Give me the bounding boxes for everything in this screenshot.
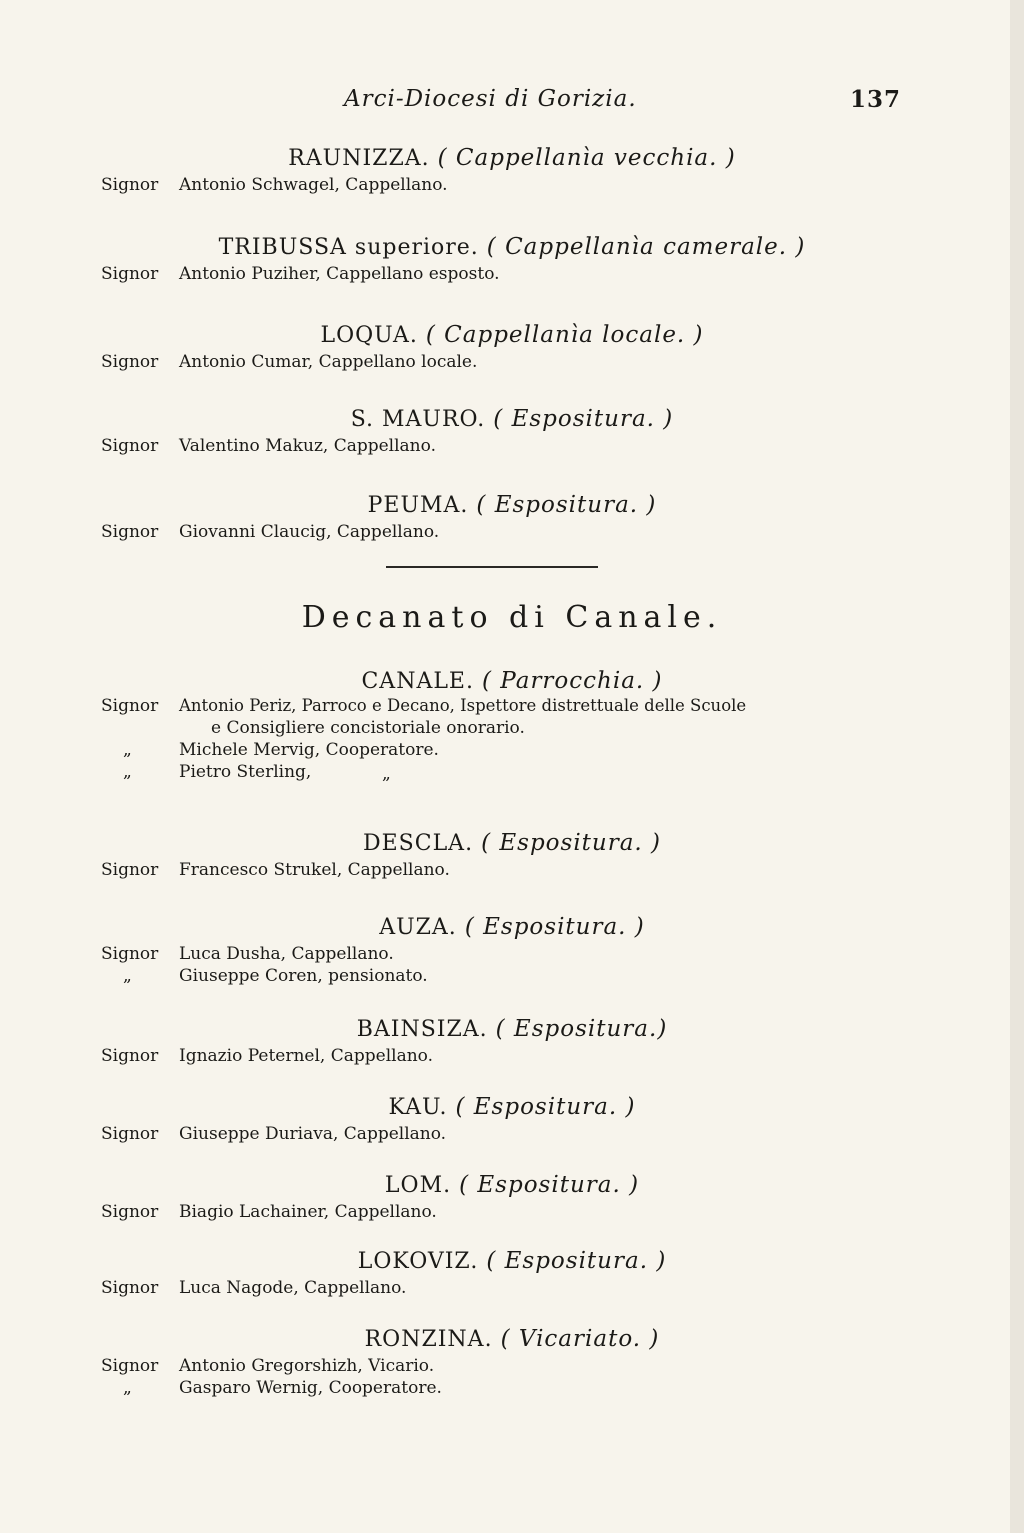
clergy-name: Valentino Makuz, Cappellano. — [179, 436, 436, 456]
ditto-mark: „ — [123, 740, 132, 760]
clergy-line — [0, 264, 1024, 286]
title-label: Signor — [101, 860, 159, 880]
clergy-name: Ignazio Peternel, Cappellano. — [179, 1046, 433, 1066]
place-name: PEUMA. — [367, 493, 469, 518]
clergy-line — [0, 352, 1024, 374]
benefice-type: ( Espositura. ) — [464, 914, 645, 940]
title-label: Signor — [101, 1202, 159, 1222]
entry-lokoviz — [0, 1248, 1024, 1300]
deanery-title: Decanato di Canale. — [301, 600, 723, 635]
place-name: LOQUA. — [320, 323, 418, 348]
entry-peuma — [0, 492, 1024, 544]
clergy-line — [0, 762, 1024, 784]
benefice-type: ( Cappellanìa camerale. ) — [486, 234, 806, 260]
benefice-type: ( Espositura. ) — [476, 492, 657, 518]
ditto-mark: „ — [123, 762, 132, 782]
entry-heading — [0, 234, 1024, 260]
benefice-type: ( Espositura. ) — [486, 1248, 667, 1274]
clergy-line — [0, 944, 1024, 966]
clergy-name: Luca Nagode, Cappellano. — [179, 1278, 407, 1298]
clergy-name-continued: e Consigliere concistoriale onorario. — [211, 718, 525, 738]
place-name: LOKOVIZ. — [357, 1249, 479, 1274]
benefice-type: ( Espositura.) — [495, 1016, 668, 1042]
place-name: DESCLA. — [362, 831, 474, 856]
clergy-name: Francesco Strukel, Cappellano. — [179, 860, 450, 880]
title-label: Signor — [101, 175, 159, 195]
entry-heading — [0, 914, 1024, 940]
entry-kau — [0, 1094, 1024, 1146]
clergy-name: Pietro Sterling, — [179, 762, 312, 782]
clergy-name: Giuseppe Coren, pensionato. — [179, 966, 428, 986]
entry-lom — [0, 1172, 1024, 1224]
clergy-line — [0, 1202, 1024, 1224]
clergy-line — [0, 1378, 1024, 1400]
title-label: Signor — [101, 264, 159, 284]
entry-heading — [0, 1326, 1024, 1352]
clergy-line — [0, 436, 1024, 458]
benefice-type: ( Espositura. ) — [481, 830, 662, 856]
entry-s-mauro — [0, 406, 1024, 458]
title-label: Signor — [101, 944, 159, 964]
ditto-mark: „ — [123, 1378, 132, 1398]
clergy-line — [0, 1278, 1024, 1300]
entry-heading — [0, 322, 1024, 348]
clergy-name: Giuseppe Duriava, Cappellano. — [179, 1124, 447, 1144]
title-label: Signor — [101, 352, 159, 372]
clergy-name: Antonio Gregorshizh, Vicario. — [179, 1356, 435, 1376]
clergy-line — [0, 860, 1024, 882]
section-divider — [386, 566, 598, 568]
clergy-name: Luca Dusha, Cappellano. — [179, 944, 394, 964]
place-name: RAUNIZZA. — [288, 146, 430, 171]
entry-loqua — [0, 322, 1024, 374]
entry-tribussa — [0, 234, 1024, 286]
title-label: Signor — [101, 436, 159, 456]
entry-heading — [0, 145, 1024, 171]
entry-bainsiza — [0, 1016, 1024, 1068]
place-qualifier: superiore. — [354, 235, 479, 260]
clergy-name: Giovanni Claucig, Cappellano. — [179, 522, 440, 542]
entry-auza — [0, 914, 1024, 988]
entry-raunizza — [0, 145, 1024, 197]
clergy-name: Antonio Cumar, Cappellano locale. — [179, 352, 478, 372]
place-name: BAINSIZA. — [356, 1017, 488, 1042]
title-label: Signor — [101, 1278, 159, 1298]
entry-heading — [0, 668, 1024, 694]
entry-heading — [0, 1172, 1024, 1198]
entry-heading — [0, 1248, 1024, 1274]
entry-heading — [0, 1016, 1024, 1042]
running-head — [0, 86, 1024, 116]
place-name: S. MAURO. — [350, 407, 486, 432]
title-label: Signor — [101, 1356, 159, 1376]
clergy-name: Biagio Lachainer, Cappellano. — [179, 1202, 437, 1222]
benefice-type: ( Espositura. ) — [493, 406, 674, 432]
clergy-line — [0, 1356, 1024, 1378]
place-name: CANALE. — [361, 669, 474, 694]
clergy-line — [0, 740, 1024, 762]
benefice-type: ( Espositura. ) — [455, 1094, 636, 1120]
entry-ronzina — [0, 1326, 1024, 1400]
title-label: Signor — [101, 696, 159, 716]
benefice-type: ( Espositura. ) — [459, 1172, 640, 1198]
benefice-type: ( Cappellanìa vecchia. ) — [437, 145, 736, 171]
entry-heading — [0, 830, 1024, 856]
place-name: AUZA. — [379, 915, 457, 940]
benefice-type: ( Parrocchia. ) — [482, 668, 663, 694]
title-label: Signor — [101, 1124, 159, 1144]
clergy-line — [0, 696, 1024, 718]
clergy-name: Gasparo Wernig, Cooperatore. — [179, 1378, 442, 1398]
ditto-mark-role: „ — [382, 764, 391, 784]
place-name: LOM. — [384, 1173, 452, 1198]
benefice-type: ( Vicariato. ) — [500, 1326, 660, 1352]
clergy-line-continuation — [0, 718, 1024, 740]
clergy-line — [0, 1124, 1024, 1146]
title-label: Signor — [101, 522, 159, 542]
clergy-line — [0, 1046, 1024, 1068]
entry-heading — [0, 406, 1024, 432]
clergy-name: Antonio Puziher, Cappellano esposto. — [179, 264, 500, 284]
clergy-line — [0, 966, 1024, 988]
entry-heading — [0, 1094, 1024, 1120]
running-title: Arci-Diocesi di Gorizia. — [344, 86, 637, 112]
page-number: 137 — [850, 86, 902, 113]
entry-canale — [0, 668, 1024, 784]
benefice-type: ( Cappellanìa locale. ) — [425, 322, 704, 348]
title-label: Signor — [101, 1046, 159, 1066]
place-name: RONZINA. — [364, 1327, 493, 1352]
place-name: KAU. — [388, 1095, 448, 1120]
clergy-line — [0, 522, 1024, 544]
clergy-name: Antonio Periz, Parroco e Decano, Ispettore distrettuale delle Scuole — [179, 696, 747, 715]
entry-heading — [0, 492, 1024, 518]
ditto-mark: „ — [123, 966, 132, 986]
clergy-name: Antonio Schwagel, Cappellano. — [179, 175, 448, 195]
clergy-line — [0, 175, 1024, 197]
clergy-name: Michele Mervig, Cooperatore. — [179, 740, 439, 760]
place-name: TRIBUSSA — [218, 235, 347, 260]
entry-descla — [0, 830, 1024, 882]
